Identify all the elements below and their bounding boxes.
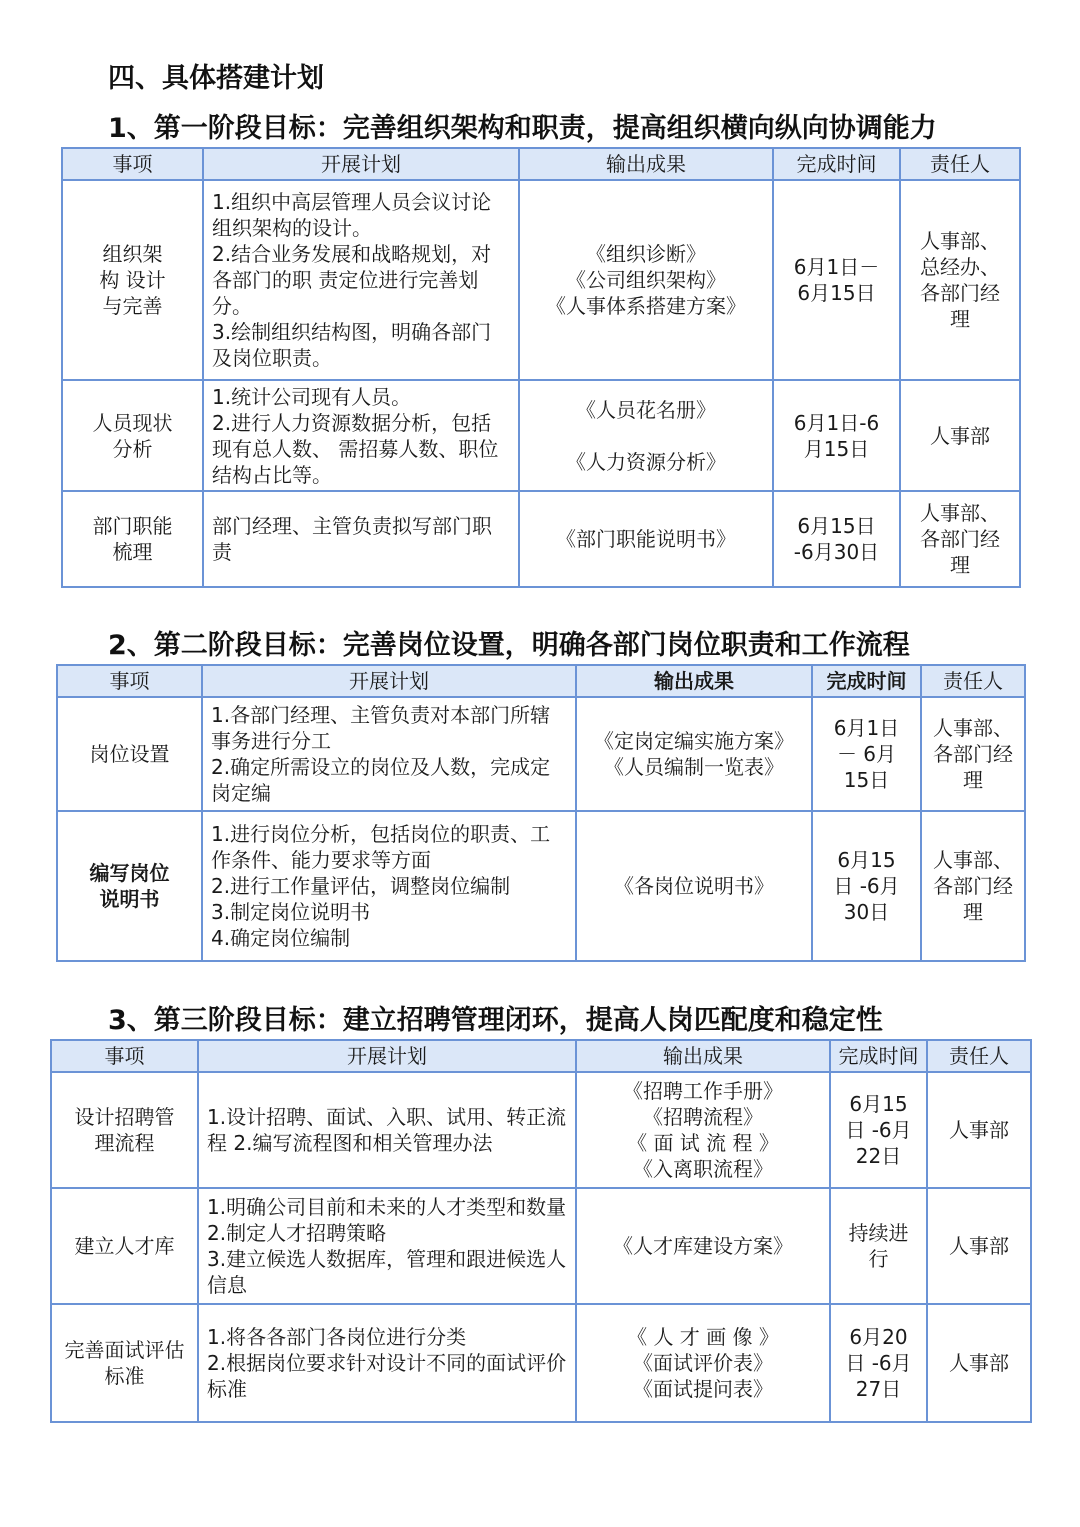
section-2-table <box>56 664 1026 962</box>
header-owner: 责任人 <box>921 665 1025 697</box>
header-plan: 开展计划 <box>203 148 519 180</box>
cell-output: 《人员花名册》 《人力资源分析》 <box>519 380 773 491</box>
header-time: 完成时间 <box>812 665 921 697</box>
section-2-title: 2、第二阶段目标：完善岗位设置，明确各部门岗位职责和工作流程 <box>108 630 910 661</box>
cell-item: 岗位设置 <box>57 697 202 811</box>
header-output: 输出成果 <box>576 1040 830 1072</box>
header-owner: 责任人 <box>900 148 1020 180</box>
section-1-table <box>61 147 1021 588</box>
cell-plan: 1.组织中高层管理人员会议讨论组织架构的设计。 2.结合业务发展和战略规划，对各部门的职 责定位进行完善划分。 3.绘制组织结构图，明确各部门及岗位职责。 <box>203 180 519 380</box>
table-row <box>62 491 1020 587</box>
cell-plan: 1.统计公司现有人员。 2.进行人力资源数据分析，包括现有总人数、 需招募人数、职位结构占比等。 <box>203 380 519 491</box>
section-3-title: 3、第三阶段目标：建立招聘管理闭环，提高人岗匹配度和稳定性 <box>108 1005 883 1036</box>
cell-item: 编写岗位 说明书 <box>57 811 202 961</box>
cell-time: 6月15 日 -6月 30日 <box>812 811 921 961</box>
cell-plan: 部门经理、主管负责拟写部门职责 <box>203 491 519 587</box>
cell-plan: 1.明确公司目前和未来的人才类型和数量 2.制定人才招聘策略 3.建立候选人数据库，管理和跟进候选人信息 <box>198 1188 576 1304</box>
table-row <box>62 380 1020 491</box>
table-header-row <box>62 148 1020 180</box>
cell-item: 设计招聘管 理流程 <box>51 1072 198 1188</box>
cell-item: 建立人才库 <box>51 1188 198 1304</box>
cell-item: 人员现状 分析 <box>62 380 203 491</box>
header-plan: 开展计划 <box>202 665 576 697</box>
cell-time: 持续进行 <box>830 1188 927 1304</box>
cell-time: 6月20 日 -6月 27日 <box>830 1304 927 1422</box>
table-row <box>57 697 1025 811</box>
table-row <box>51 1188 1031 1304</box>
cell-output: 《人才库建设方案》 <box>576 1188 830 1304</box>
table-header-row <box>57 665 1025 697</box>
cell-owner: 人事部、 总经办、 各部门经 理 <box>900 180 1020 380</box>
header-item: 事项 <box>62 148 203 180</box>
header-time: 完成时间 <box>830 1040 927 1072</box>
cell-output: 《 人 才 画 像 》 《面试评价表》 《面试提问表》 <box>576 1304 830 1422</box>
header-owner: 责任人 <box>927 1040 1031 1072</box>
cell-item: 部门职能 梳理 <box>62 491 203 587</box>
cell-owner: 人事部 <box>900 380 1020 491</box>
cell-item: 组织架 构 设计 与完善 <box>62 180 203 380</box>
section-3-table <box>50 1039 1032 1423</box>
table-header-row <box>51 1040 1031 1072</box>
cell-item: 完善面试评估 标准 <box>51 1304 198 1422</box>
header-time: 完成时间 <box>773 148 900 180</box>
cell-owner: 人事部、 各部门经 理 <box>921 811 1025 961</box>
cell-owner: 人事部 <box>927 1188 1031 1304</box>
cell-owner: 人事部 <box>927 1072 1031 1188</box>
table-row <box>51 1072 1031 1188</box>
header-output: 输出成果 <box>576 665 812 697</box>
cell-time: 6月1日－ 6月15日 <box>773 180 900 380</box>
cell-output: 《各岗位说明书》 <box>576 811 812 961</box>
table-row <box>62 180 1020 380</box>
cell-output: 《部门职能说明书》 <box>519 491 773 587</box>
cell-plan: 1.进行岗位分析，包括岗位的职责、工作条件、能力要求等方面 2.进行工作量评估，调整岗位编制 3.制定岗位说明书 4.确定岗位编制 <box>202 811 576 961</box>
header-item: 事项 <box>51 1040 198 1072</box>
cell-time: 6月1日-6 月15日 <box>773 380 900 491</box>
cell-output: 《定岗定编实施方案》 《人员编制一览表》 <box>576 697 812 811</box>
cell-plan: 1.将各各部门各岗位进行分类 2.根据岗位要求针对设计不同的面试评价标准 <box>198 1304 576 1422</box>
cell-time: 6月1日 － 6月 15日 <box>812 697 921 811</box>
cell-plan: 1.设计招聘、面试、入职、试用、转正流程 2.编写流程图和相关管理办法 <box>198 1072 576 1188</box>
page-title: 四、具体搭建计划 <box>108 63 324 94</box>
header-plan: 开展计划 <box>198 1040 576 1072</box>
cell-owner: 人事部 <box>927 1304 1031 1422</box>
header-item: 事项 <box>57 665 202 697</box>
table-row <box>51 1304 1031 1422</box>
cell-output: 《组织诊断》 《公司组织架构》 《人事体系搭建方案》 <box>519 180 773 380</box>
cell-owner: 人事部、 各部门经 理 <box>900 491 1020 587</box>
cell-time: 6月15日 -6月30日 <box>773 491 900 587</box>
cell-time: 6月15 日 -6月 22日 <box>830 1072 927 1188</box>
cell-owner: 人事部、 各部门经 理 <box>921 697 1025 811</box>
section-1-title: 1、第一阶段目标：完善组织架构和职责，提高组织横向纵向协调能力 <box>108 113 937 144</box>
cell-output: 《招聘工作手册》 《招聘流程》 《 面 试 流 程 》 《入离职流程》 <box>576 1072 830 1188</box>
cell-plan: 1.各部门经理、主管负责对本部门所辖事务进行分工 2.确定所需设立的岗位及人数，完成定岗定编 <box>202 697 576 811</box>
header-output: 输出成果 <box>519 148 773 180</box>
table-row <box>57 811 1025 961</box>
